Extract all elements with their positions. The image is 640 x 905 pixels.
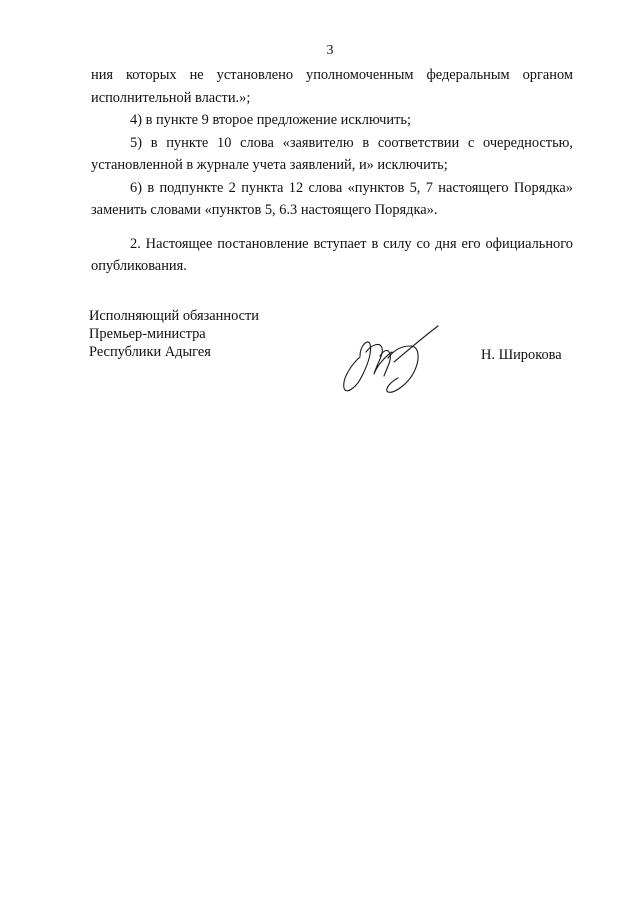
signatory-title-line-2: Премьер-министра <box>89 326 206 342</box>
paragraph-item-4: 4) в пункте 9 второе предложение исключить; <box>130 112 411 128</box>
paragraph-item-5: 5) в пункте 10 слова «заявителю в соответствии с очередностью, установленной в журнале учета заявлений, и» исключить; <box>91 134 573 173</box>
handwritten-signature <box>330 312 450 404</box>
signatory-name: Н. Широкова <box>481 347 562 363</box>
paragraph-item-6: 6) в подпункте 2 пункта 12 слова «пунктов 5, 7 настоящего Порядка» заменить словами «пунктов 5, 6.3 настоящего Порядка». <box>91 179 573 218</box>
paragraph-spacer <box>91 222 573 233</box>
paragraph-continuation: ния которых не установлено уполномоченным федеральным органом исполнительной власти.»; <box>91 67 573 106</box>
signatory-title <box>89 307 259 361</box>
signatory-title-line-1: Исполняющий обязанности <box>89 308 260 324</box>
document-body <box>91 64 573 278</box>
paragraph-effective-date: 2. Настоящее постановление вступает в силу со дня его официального опубликования. <box>91 235 573 274</box>
signatory-title-line-3: Республики Адыгея <box>89 344 211 360</box>
page-number: 3 <box>326 43 334 58</box>
